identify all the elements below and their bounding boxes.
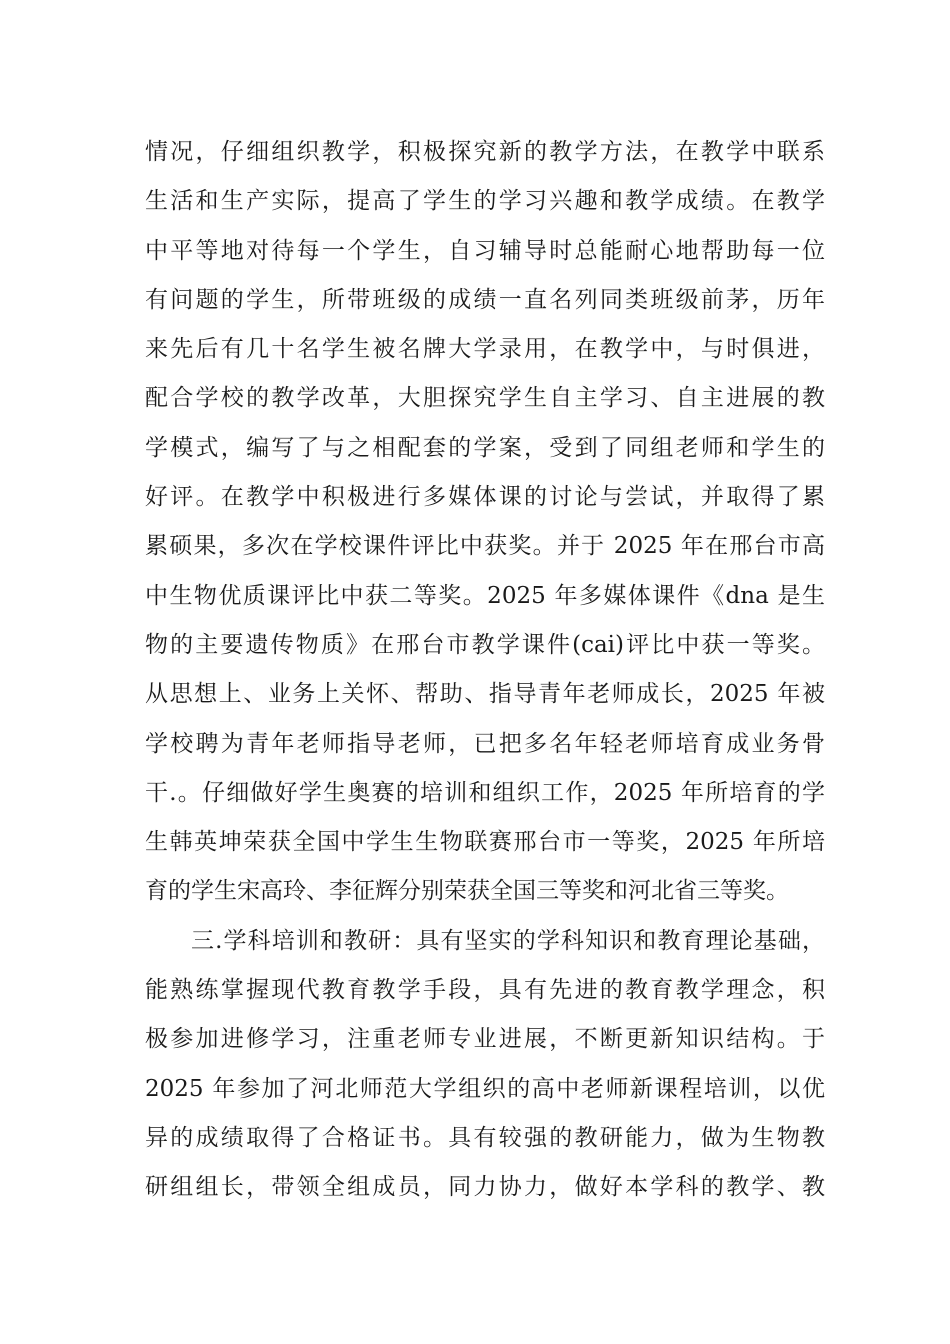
text-line: 累硕果，多次在学校课件评比中获奖。并于 2025 年在邢台市高 [145,533,825,560]
text-line: 情况，仔细组织教学，积极探究新的教学方法，在教学中联系 [145,139,825,165]
text-line: 中生物优质课评比中获二等奖。2025 年多媒体课件《dna 是生 [145,582,825,609]
text-line: 配合学校的教学改革，大胆探究学生自主学习、自主进展的教 [145,385,825,412]
text-line: 好评。在教学中积极进行多媒体课的讨论与尝试，并取得了累 [145,484,825,511]
text-line: 生韩英坤荣获全国中学生生物联赛邢台市一等奖，2025 年所培 [145,829,825,856]
body-text [145,128,825,1213]
text-line: 干.。仔细做好学生奥赛的培训和组织工作，2025 年所培育的学 [145,779,825,806]
text-line: 生活和生产实际，提高了学生的学习兴趣和教学成绩。在教学 [145,188,825,215]
section-heading-line: 三.学科培训和教研：具有坚实的学科知识和教育理论基础， [191,927,825,954]
text-line: 物的主要遗传物质》在邢台市教学课件(cai)评比中获一等奖。 [145,631,825,658]
text-line: 有问题的学生，所带班级的成绩一直名列同类班级前茅，历年 [145,286,825,313]
text-line: 来先后有几十名学生被名牌大学录用，在教学中，与时俱进， [145,336,825,363]
text-line: 2025 年参加了河北师范大学组织的高中老师新课程培训，以优 [145,1075,825,1102]
text-line: 学模式，编写了与之相配套的学案，受到了同组老师和学生的 [145,434,825,461]
text-line: 极参加进修学习，注重老师专业进展，不断更新知识结构。于 [145,1026,825,1053]
text-line: 育的学生宋高玲、李征辉分别荣获全国三等奖和河北省三等奖。 [145,878,789,905]
text-line: 研组组长，带领全组成员，同力协力，做好本学科的教学、教 [145,1174,825,1201]
text-line: 学校聘为青年老师指导老师，已把多名年轻老师培育成业务骨 [145,730,825,757]
text-line: 从思想上、业务上关怀、帮助、指导青年老师成长，2025 年被 [145,681,825,708]
text-line: 中平等地对待每一个学生，自习辅导时总能耐心地帮助每一位 [145,237,825,264]
text-line: 能熟练掌握现代教育教学手段，具有先进的教育教学理念，积 [145,977,825,1004]
text-line: 异的成绩取得了合格证书。具有较强的教研能力，做为生物教 [145,1124,825,1151]
